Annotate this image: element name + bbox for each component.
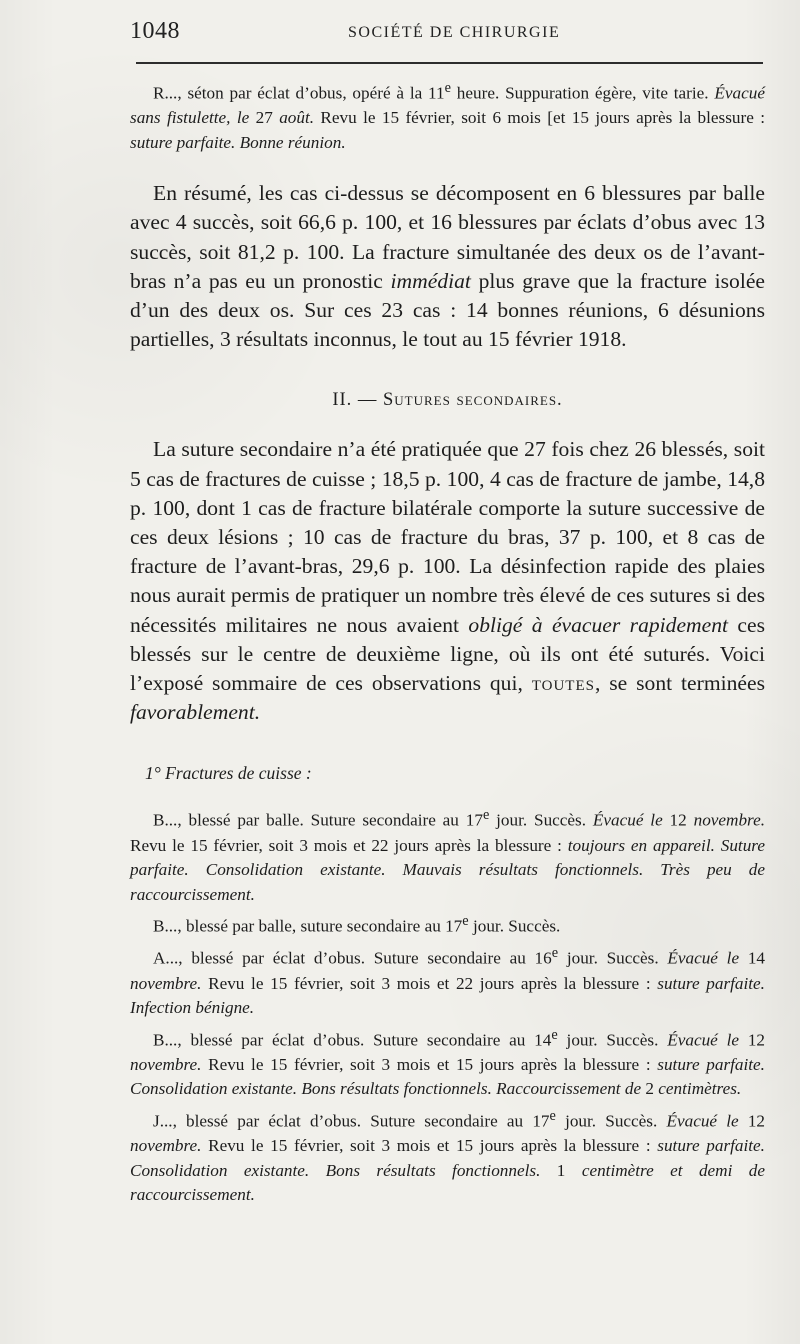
summary-paragraph: En résumé, les cas ci-dessus se décomposent en 6 blessures par balle avec 4 succès, soit 66,6 p. 100, et 16 blessures par éclats d’obus avec 13 succès, soit 81,2 p. 100. La fracture simultanée des deux os de l’avant-bras n’a pas eu un pronostic immédiat plus grave que la fracture isolée d’un des deux os. Sur ces 23 cas : 14 bonnes réunions, 6 désunions partielles, 3 résultats inconnus, le tout au 15 février 1918. <box>130 181 765 352</box>
running-head: SOCIÉTÉ DE CHIRURGIE <box>348 24 561 41</box>
case-paragraph-5: J..., blessé par éclat d’obus. Suture secondaire au 17e jour. Succès. Évacué le 12 novembre. Revu le 15 février, soit 3 mois et 15 jours après la blessure : suture parfaite. Consolidation existante. Bons résultats fonctionnels. 1 centimètre et demi de raccourcissement. <box>130 1107 766 1205</box>
page-header <box>130 18 765 52</box>
case-paragraph-3: A..., blessé par éclat d’obus. Suture secondaire au 16e jour. Succès. Évacué le 14 novembre. Revu le 15 février, soit 3 mois et 22 jours après la blessure : suture parfaite. Infection bénigne. <box>130 945 765 1018</box>
subheading-label: Fractures de cuisse : <box>165 763 312 784</box>
case-paragraph-2: B..., blessé par balle, suture secondaire au 17e jour. Succès. <box>153 913 561 936</box>
case-paragraph-1: B..., blessé par balle. Suture secondaire au 17e jour. Succès. Évacué le 12 novembre. Revu le 15 février, soit 3 mois et 22 jours après la blessure : toujours en appareil. Suture parfaite. Consolidation existante. Mauvais résultats fonctionnels. Très peu de raccourcissement. <box>130 807 766 904</box>
subheading <box>145 761 765 785</box>
intro-paragraph: La suture secondaire n’a été pratiquée que 27 fois chez 26 blessés, soit 5 cas de fractures de cuisse ; 18,5 p. 100, 4 cas de fracture de jambe, 14,8 p. 100, dont 1 cas de fracture bilatérale comporte la suture successive de ces deux lésions ; 10 cas de fracture du bras, 37 p. 100, et 8 cas de fracture de l’avant-bras, 29,6 p. 100. La désinfection rapide des plaies nous aurait permis de pratiquer un nombre très élevé de ces sutures si des nécessités militaires ne nous avaient obligé à évacuer rapidement ces blessés sur le centre de deuxième ligne, où ils ont été suturés. Voici l’exposé sommaire de ces observations qui, toutes, se sont terminées favorablement. <box>130 437 765 725</box>
header-rule <box>136 62 763 64</box>
page-number: 1048 <box>130 18 180 44</box>
page-content <box>130 76 765 1208</box>
section-title: II. — Sutures secondaires. <box>332 390 563 411</box>
subheading-prefix: 1° <box>145 763 161 784</box>
top-case-paragraph: R..., séton par éclat d’obus, opéré à la 11e heure. Suppuration égère, vite tarie. Évacué sans fistulette, le 27 août. Revu le 15 février, soit 6 mois [et 15 jours après la blessure : suture parfaite. Bonne réunion. <box>130 80 765 152</box>
case-paragraph-4: B..., blessé par éclat d’obus. Suture secondaire au 14e jour. Succès. Évacué le 12 novembre. Revu le 15 février, soit 3 mois et 15 jours après la blessure : suture parfaite. Consolidation existante. Bons résultats fonctionnels. Raccourcissement de 2 centimètres. <box>130 1026 766 1099</box>
